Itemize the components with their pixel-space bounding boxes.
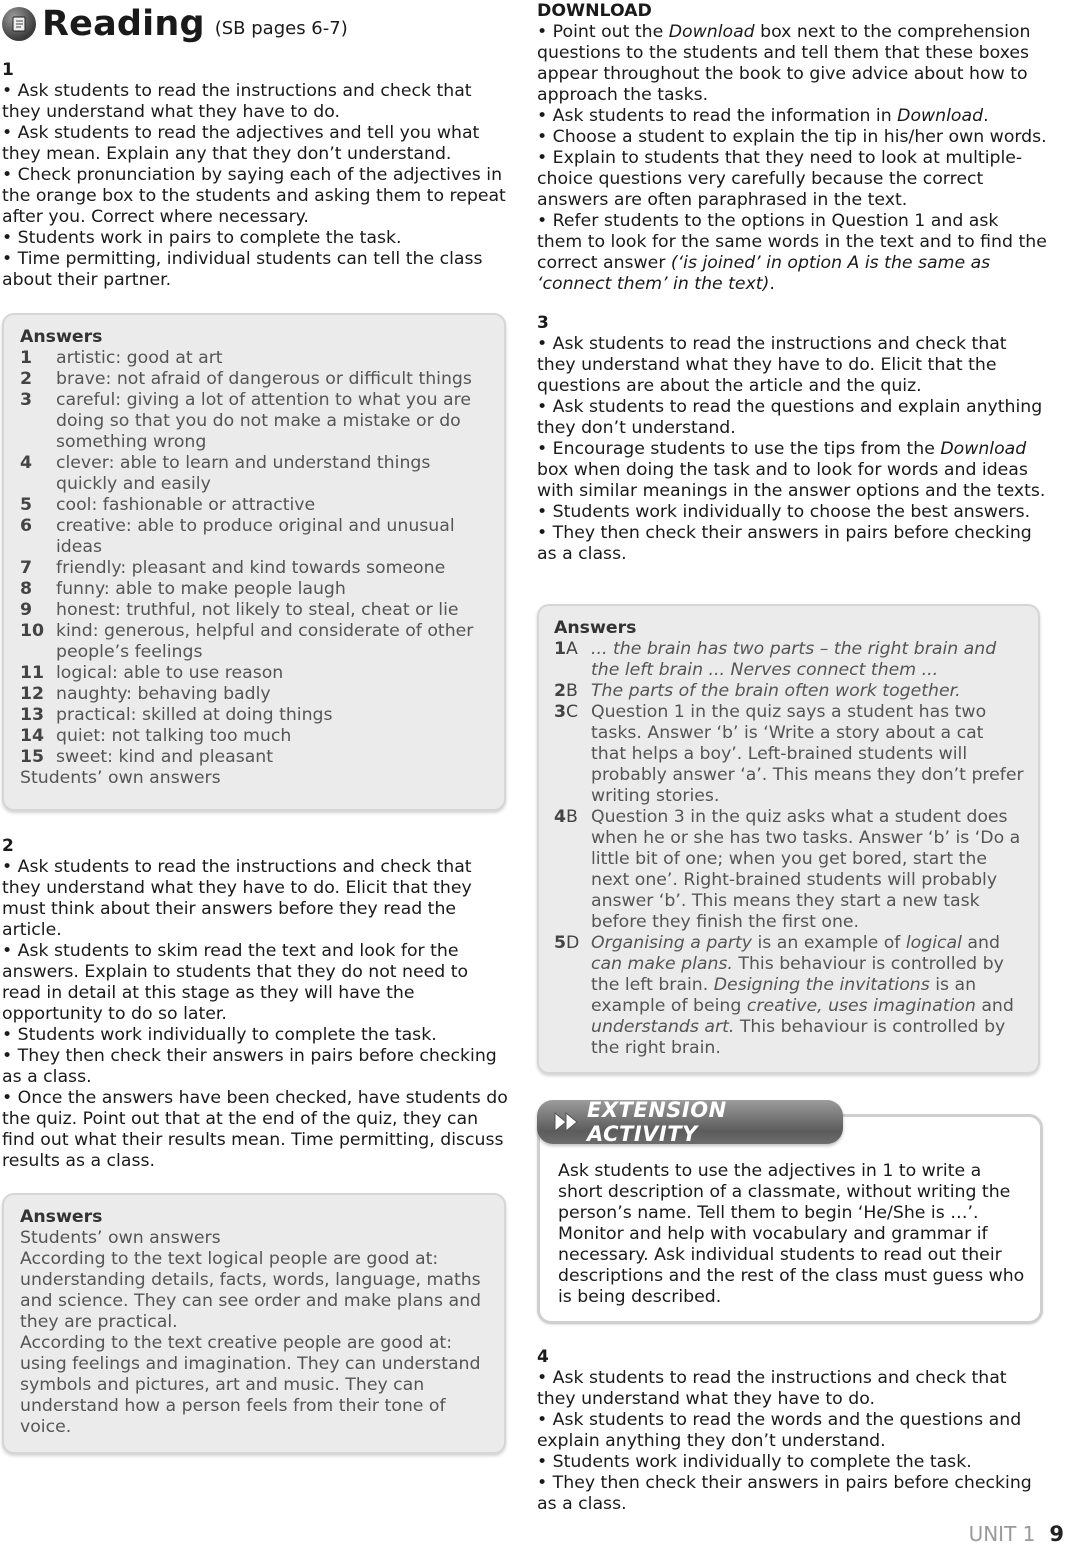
answer-item: 11 logical: able to use reason xyxy=(20,663,284,683)
book-icon xyxy=(2,7,36,41)
bullet: • Ask students to read the instructions and check that they understand what they have to do. Elicit that they must think about their answers before they read the article. xyxy=(2,857,472,940)
answer-item: 10 kind: generous, helpful and considerate of other people’s feelings xyxy=(20,621,474,662)
answer-item: 7 friendly: pleasant and kind towards someone xyxy=(20,558,446,578)
answers-box-3 xyxy=(537,604,1040,1074)
bullet: • Ask students to read the adjectives and tell you what they mean. Explain any that they don’t understand. xyxy=(2,123,480,164)
answer-item: 12 naughty: behaving badly xyxy=(20,684,271,704)
fast-forward-icon xyxy=(553,1111,581,1133)
bullet: • They then check their answers in pairs before checking as a class. xyxy=(537,1473,1032,1514)
page-footer xyxy=(969,1522,1064,1546)
answers-heading: Answers xyxy=(554,618,637,638)
unit-label: UNIT 1 xyxy=(968,1522,1036,1546)
bullet: • Encourage students to use the tips from the Download box when doing the task and to look for words and ideas with similar meanings in the answer options and the texts. xyxy=(537,439,1046,501)
answer-line: According to the text logical people are good at: understanding details, facts, words, language, maths and science. They can see order and make plans and they are practical. xyxy=(20,1249,482,1332)
bullet: • Students work individually to complete the task. xyxy=(537,1452,972,1472)
answer-item: 6 creative: able to produce original and unusual ideas xyxy=(20,516,455,557)
bullet: • Ask students to skim read the text and look for the answers. Explain to students that they do not need to read in detail at this stage as they will have the opportunity to do so later. xyxy=(2,941,469,1024)
answer-item: 3 careful: giving a lot of attention to what you are doing so that you do not make a mistake or do something wrong xyxy=(20,390,471,452)
extension-text: Ask students to use the adjectives in 1 to write a short description of a classmate, without writing the person’s name. Tell them to begin ‘He/She is …’. Monitor and help with vocabulary and grammar if necessary. Ask individual students to read out their descriptions and the rest of the class must guess who is being described. xyxy=(558,1161,1025,1307)
answers-heading: Answers xyxy=(20,1207,103,1227)
page-header xyxy=(2,2,348,46)
bullet: • Refer students to the options in Question 1 and ask them to look for the same words in the text and to find the correct answer (‘is joined’ in option A is the same as ‘connect them’ in the text). xyxy=(537,211,1047,294)
answer-item: 4 clever: able to learn and understand things quickly and easily xyxy=(20,453,431,494)
answer-item: 3C Question 1 in the quiz says a student has two tasks. Answer ‘b’ is ‘Write a story about a cat that helps a boy’. Left-brained students will probably answer ‘a’. This means they don’t prefer writing stories. xyxy=(554,702,1024,806)
answers-box-1 xyxy=(2,313,506,811)
answer-item: 9 honest: truthful, not likely to steal, cheat or lie xyxy=(20,600,459,620)
section-number: 1 xyxy=(2,60,14,80)
answer-item: 14 quiet: not talking too much xyxy=(20,726,292,746)
bullet: • They then check their answers in pairs before checking as a class. xyxy=(537,523,1032,564)
answer-line: Students’ own answers xyxy=(20,1228,221,1248)
section-1 xyxy=(2,60,508,291)
answer-item: 2 brave: not afraid of dangerous or difficult things xyxy=(20,369,472,389)
page-title: Reading xyxy=(42,4,205,44)
section-4 xyxy=(537,1347,1047,1515)
section-3 xyxy=(537,313,1047,565)
page-number: 9 xyxy=(1049,1522,1064,1546)
bullet: • Ask students to read the information in Download. xyxy=(537,106,989,126)
answer-item: 2B The parts of the brain often work together. xyxy=(554,681,961,701)
bullet: • Time permitting, individual students can tell the class about their partner. xyxy=(2,249,483,290)
answer-item: 1 artistic: good at art xyxy=(20,348,223,368)
bullet: • Once the answers have been checked, have students do the quiz. Point out that at the end of the quiz, they can find out what their results mean. Time permitting, discuss results as a class. xyxy=(2,1088,508,1171)
bullet: • Ask students to read the instructions and check that they understand what they have to do. xyxy=(537,1368,1007,1409)
answer-item: 4B Question 3 in the quiz asks what a student does when he or she has two tasks. Answer ‘b’ is ‘Do a little bit of one; when you get bored, start the next one’. Right-brained students will probably answer ‘b’. This means they start a new task before they finish the first one. xyxy=(554,807,1021,932)
answer-item: 8 funny: able to make people laugh xyxy=(20,579,346,599)
section-number: 3 xyxy=(537,313,549,333)
answer-line: According to the text creative people are good at: using feelings and imagination. They can understand symbols and pictures, art and music. They can understand how a person feels from their tone of voice. xyxy=(20,1333,481,1437)
bullet: • Students work individually to choose the best answers. xyxy=(537,502,1031,522)
answers-box-2 xyxy=(2,1193,506,1454)
page-subtitle: (SB pages 6-7) xyxy=(214,17,348,39)
bullet: • Ask students to read the questions and explain anything they don’t understand. xyxy=(537,397,1043,438)
bullet: • Ask students to read the words and the questions and explain anything they don’t understand. xyxy=(537,1410,1022,1451)
bullet: • Ask students to read the instructions and check that they understand what they have to do. Elicit that the questions are about the article and the quiz. xyxy=(537,334,1007,396)
download-heading: DOWNLOAD xyxy=(537,1,652,21)
answers-footer: Students’ own answers xyxy=(20,768,221,788)
section-number: 2 xyxy=(2,836,14,856)
bullet: • Students work individually to complete the task. xyxy=(2,1025,437,1045)
extension-title: EXTENSION ACTIVITY xyxy=(587,1098,727,1146)
answer-item: 15 sweet: kind and pleasant xyxy=(20,747,274,767)
bullet: • They then check their answers in pairs before checking as a class. xyxy=(2,1046,497,1087)
bullet: • Choose a student to explain the tip in his/her own words. xyxy=(537,127,1047,147)
bullet: • Students work in pairs to complete the task. xyxy=(2,228,402,248)
answers-heading: Answers xyxy=(20,327,103,347)
bullet: • Point out the Download box next to the comprehension questions to the students and tell them that these boxes appear throughout the book to give advice about how to approach the tasks. xyxy=(537,22,1031,105)
answer-item: 5D Organising a party is an example of logical and can make plans. This behaviour is controlled by the left brain. Designing the invitations is an example of being creative, uses imagination and understands art. This behaviour is controlled by the right brain. xyxy=(554,933,1014,1058)
download-section xyxy=(537,1,1047,295)
bullet: • Ask students to read the instructions and check that they understand what they have to do. xyxy=(2,81,472,122)
extension-label xyxy=(537,1100,843,1144)
bullet: • Explain to students that they need to look at multiple-choice questions very carefully because the correct answers are often paraphrased in the text. xyxy=(537,148,1023,210)
answer-item: 5 cool: fashionable or attractive xyxy=(20,495,316,515)
section-2 xyxy=(2,836,508,1172)
answer-item: 13 practical: skilled at doing things xyxy=(20,705,333,725)
bullet: • Check pronunciation by saying each of the adjectives in the orange box to the students and asking them to repeat after you. Correct where necessary. xyxy=(2,165,506,227)
answer-item: 1A ... the brain has two parts – the right brain and the left brain ... Nerves connect them ... xyxy=(554,639,997,680)
section-number: 4 xyxy=(537,1347,549,1367)
